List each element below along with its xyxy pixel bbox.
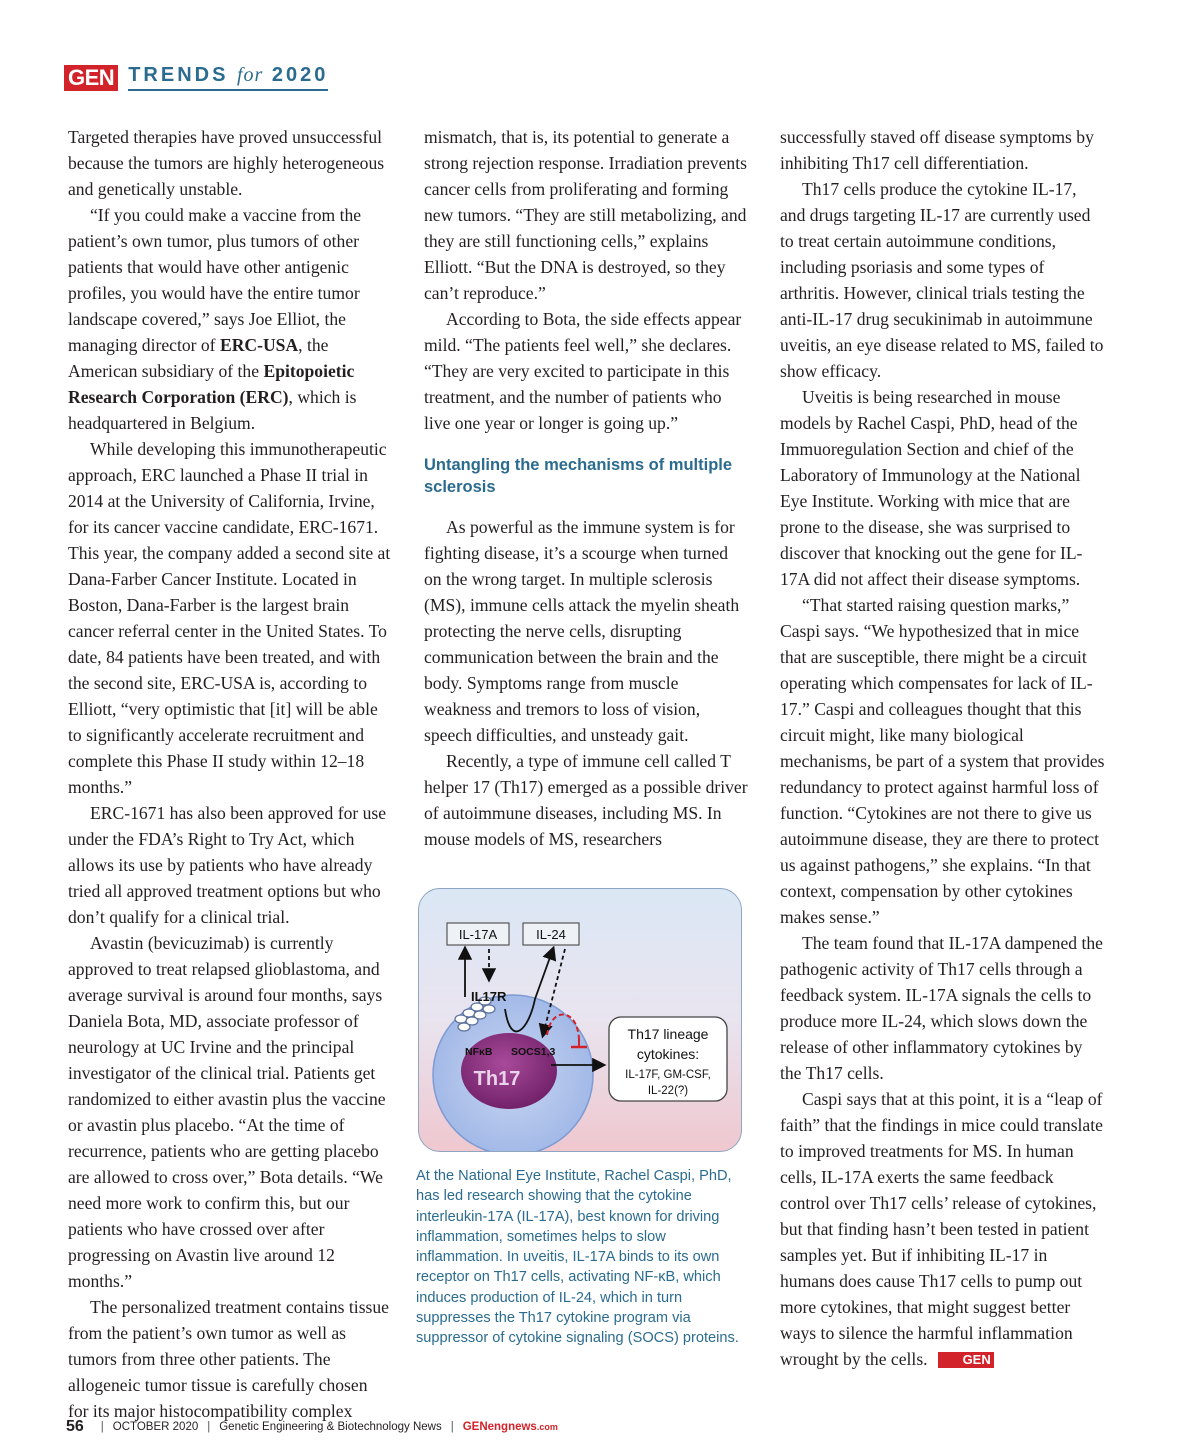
column-1 [68,124,392,1424]
paragraph: Uveitis is being researched in mouse models by Rachel Caspi, PhD, head of the Immuoregulation Section and chief of the Laboratory of Immunology at the National Eye Institute. Working with mice that are prone to the disease, she was surprised to discover that knocking out the gene for IL-17A did not affect their disease symptoms. [780,387,1083,589]
paragraph: The team found that IL-17A dampened the pathogenic activity of Th17 cells through a feedback system. IL-17A signals the cells to produce more IL-24, which slows down the release of other inflammatory cytokines by the Th17 cells. [780,933,1103,1083]
paragraph: Recently, a type of immune cell called T helper 17 (Th17) emerged as a possible driver of autoimmune diseases, including MS. In mouse models of MS, researchers [424,751,748,849]
page-footer [66,1418,558,1436]
paragraph [780,1086,1106,1372]
lineage-cytokines-line1: IL-17F, GM-CSF, [625,1069,711,1081]
mechanism-figure [418,888,742,1152]
bold-term: ERC-USA [219,335,299,355]
publication-name: Genetic Engineering & Biotechnology News [219,1421,442,1433]
paragraph: mismatch, that is, its potential to generate a strong rejection response. Irradiation prevents cancer cells from proliferating and forming new tumors. “They are still metabolizing, and they are still functioning cells,” explains Elliott. “But the DNA is destroyed, so they can’t reproduce.” [424,127,747,303]
page-number: 56 [66,1418,84,1435]
paragraph-text: Caspi says that at this point, it is a “leap of faith” that the findings in mice could translate to improved treatments for MS. In human cells, IL-17A exerts the same feedback control over Th17 cells’ release of cytokines, but that finding hasn’t been tested in patient samples yet. But if inhibiting IL-17 in humans does cause Th17 cells to pump out more cytokines, that might suggest better ways to silence the harmful inflammation wrought by the cells. [780,1089,1103,1369]
running-header [64,64,328,91]
website-tld: .com [536,1422,558,1432]
trends-word: TRENDS [128,64,229,86]
figure-caption: At the National Eye Institute, Rachel Caspi, PhD, has led research showing that the cytokine interleukin-17A (IL-17A), best known for driving inflammation, sometimes helps to slow inflammation. In uveitis, IL-17A binds to its own receptor on Th17 cells, activating NF-κB, which induces production of IL-24, which in turn suppresses the Th17 cytokine program via suppressor of cytokine signaling (SOCS) proteins. [416,1168,739,1347]
column-2-bottom [424,514,748,852]
paragraph: The personalized treatment contains tissue from the patient’s own tumor as well as tumors from three other patients. The allogeneic tumor tissue is carefully chosen for its major histocompatibility complex [68,1297,389,1421]
il17a-label: IL-17A [458,927,498,942]
lineage-title-line2: cytokines: [636,1046,700,1062]
separator: | [450,1421,454,1433]
mechanism-diagram [419,889,741,1151]
year: 2020 [271,64,329,86]
website-main: GENengnews [462,1421,537,1433]
gen-logo: GEN [64,65,118,91]
website-link[interactable] [463,1421,558,1433]
separator: | [100,1421,104,1433]
paragraph: “That started raising question marks,” Caspi says. “We hypothesized that in mice that are susceptible, there might be a circuit operating which compensates for lack of IL-17.” Caspi and colleagues thought that this circuit might, like many biological mechanisms, be part of a system that provides redundancy to protect against harmful loss of function. “Cytokines are not there to give us autoimmune disease, they are there to protect us against pathogens,” she explains. “In that context, compensation by other cytokines makes sense.” [780,595,1105,927]
paragraph-text: , the American subsidiary of the [68,335,329,381]
il17r-label: IL17R [471,989,507,1004]
nfkb-label: NFκB [465,1046,493,1058]
paragraph: As powerful as the immune system is for fighting disease, it’s a scourge when turned on the wrong target. In multiple sclerosis (MS), immune cells attack the myelin sheath protecting the nerve cells, disrupting communication between the brain and the body. Symptoms range from muscle weakness and tremors to loss of vision, speech difficulties, and unsteady gait. [424,517,740,745]
lineage-title-line1: Th17 lineage [627,1026,709,1042]
paragraph: According to Bota, the side effects appear mild. “The patients feel well,” she declares. “They are very excited to participate in this treatment, and the number of patients who live one year or longer is going up.” [424,309,742,433]
end-mark-logo: GEN [938,1352,994,1368]
socs-label: SOCS1,3 [511,1046,556,1058]
paragraph: Targeted therapies have proved unsuccessful because the tumors are highly heterogeneous and genetically unstable. [68,127,385,199]
paragraph: While developing this immunotherapeutic approach, ERC launched a Phase II trial in 2014 at the University of California, Irvine, for its cancer vaccine candidate, ERC-1671. This year, the company added a second site at Dana-Farber Cancer Institute. Located in Boston, Dana-Farber is the largest brain cancer referral center in the United States. To date, 84 patients have been treated, and with the second site, ERC-USA is, according to Elliott, “very optimistic that [it] will be able to significantly accelerate recruitment and complete this Phase II study within 12–18 months.” [68,439,391,797]
th17-label: Th17 [473,1068,521,1090]
section-title [128,64,328,91]
lineage-cytokines-line2: IL-22(?) [647,1085,689,1097]
il24-label: IL-24 [536,927,566,942]
paragraph: successfully staved off disease symptoms by inhibiting Th17 cell differentiation. [780,127,1094,173]
bold-term: Epitopoietic Research Corporation (ERC) [68,361,355,407]
paragraph: Th17 cells produce the cytokine IL-17, and drugs targeting IL-17 are currently used to treat certain autoimmune conditions, including psoriasis and some types of arthritis. However, clinical trials testing the anti-IL-17 drug secukinimab in autoimmune uveitis, an eye disease related to MS, failed to show efficacy. [780,179,1104,381]
paragraph: Avastin (bevicuzimab) is currently approved to treat relapsed glioblastoma, and average survival is around four months, says Daniela Bota, MD, associate professor of neurology at UC Irvine and the principal investigator of the clinical trial. Patients get randomized to either avastin plus the vaccine or avastin plus placebo. “At the time of recurrence, patients who are getting placebo are allowed to cross over,” Bota details. “We need more work to confirm this, but our patients who have crossed over after progressing on Avastin live around 12 months.” [68,933,386,1291]
column-3 [780,124,1106,1372]
paragraph-text: “If you could make a vaccine from the patient’s own tumor, plus tumors of other patients that would have other antigenic profiles, you would have the entire tumor landscape covered,” says Joe Elliot, the managing director of [68,205,362,355]
subheading: Untangling the mechanisms of multiple sclerosis [424,456,733,496]
column-2-top [424,124,748,436]
paragraph-text: , which is headquartered in Belgium. [68,387,357,433]
separator: | [207,1421,211,1433]
for-word: for [236,64,264,86]
issue-date: OCTOBER 2020 [112,1421,199,1433]
paragraph: ERC-1671 has also been approved for use under the FDA’s Right to Try Act, which allows its use by patients who have already tried all approved treatment options but who don’t qualify for a clinical trial. [68,803,387,927]
paragraph [68,202,392,436]
